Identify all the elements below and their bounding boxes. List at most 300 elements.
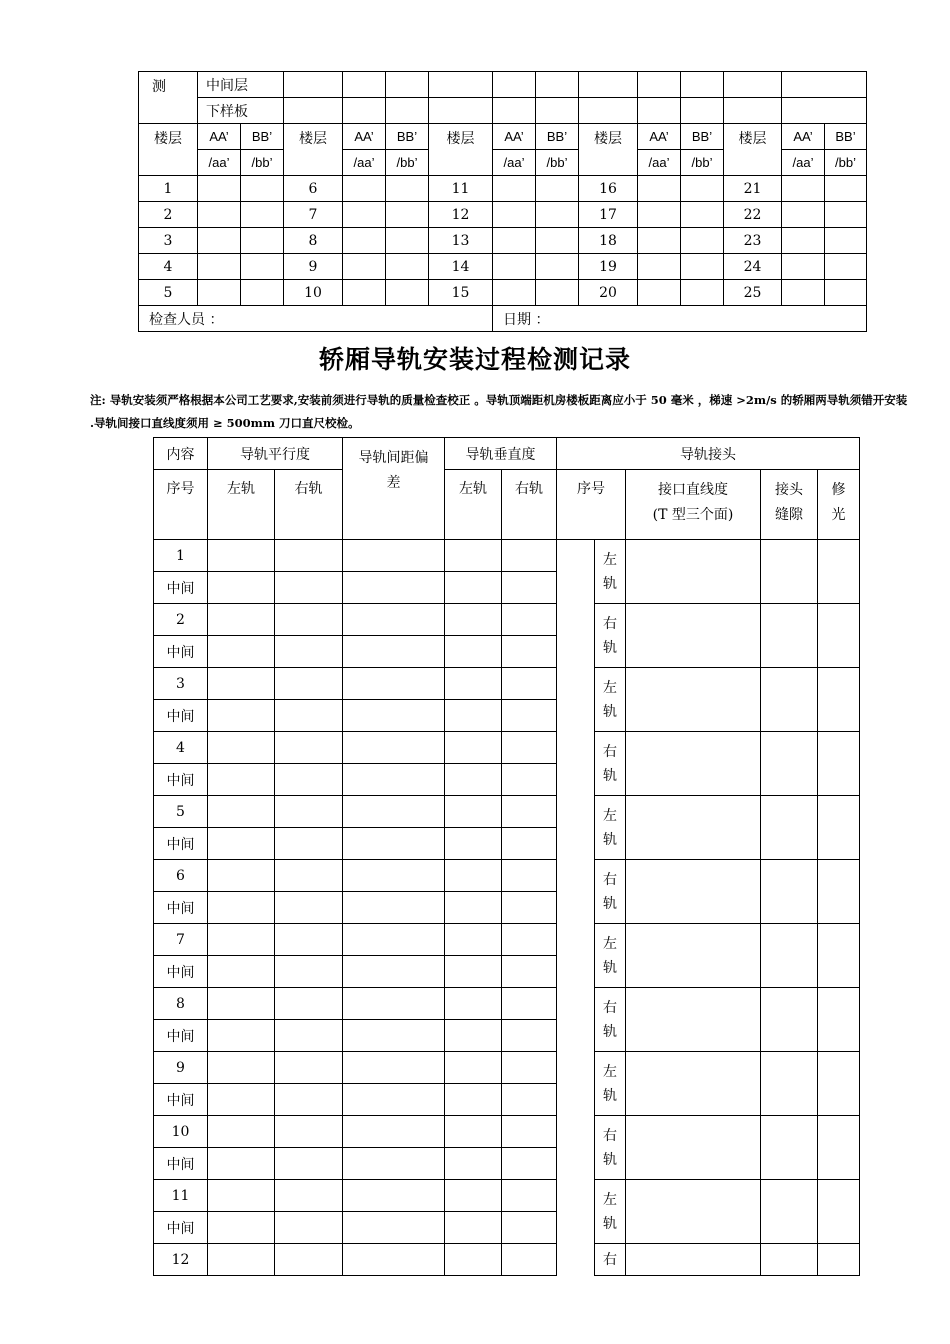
- aa-header: AA’: [493, 124, 536, 150]
- cell[interactable]: [536, 98, 579, 124]
- measure-cell[interactable]: [502, 924, 557, 956]
- floor-number: 21: [724, 176, 782, 202]
- measure-cell[interactable]: [502, 540, 557, 572]
- bb-value-cell[interactable]: [386, 176, 429, 202]
- aa-value-cell[interactable]: [198, 280, 241, 306]
- joint-cell[interactable]: [626, 988, 761, 1052]
- measure-cell[interactable]: [208, 924, 275, 956]
- measure-cell[interactable]: [343, 636, 445, 668]
- measure-cell[interactable]: [343, 1244, 445, 1276]
- joint-cell[interactable]: [761, 1180, 818, 1244]
- measure-cell[interactable]: [445, 764, 502, 796]
- measure-cell[interactable]: [208, 700, 275, 732]
- aa-value-cell[interactable]: [782, 254, 825, 280]
- measure-cell[interactable]: [208, 1116, 275, 1148]
- measure-cell[interactable]: [445, 828, 502, 860]
- cell[interactable]: [429, 98, 493, 124]
- rail-side-label: 左 轨: [595, 796, 626, 860]
- joint-cell[interactable]: [818, 604, 860, 668]
- measure-cell[interactable]: [502, 860, 557, 892]
- measure-cell[interactable]: [275, 1020, 343, 1052]
- floor-number: 18: [579, 228, 638, 254]
- aa-value-cell[interactable]: [782, 176, 825, 202]
- measure-cell[interactable]: [445, 1180, 502, 1212]
- measure-cell[interactable]: [502, 604, 557, 636]
- bb-value-cell[interactable]: [825, 176, 867, 202]
- cell[interactable]: [782, 72, 867, 98]
- measure-cell[interactable]: [343, 956, 445, 988]
- joint-header: 导轨接头: [557, 438, 860, 470]
- measure-cell[interactable]: [502, 732, 557, 764]
- joint-cell[interactable]: [761, 1116, 818, 1180]
- rail-side-label: 左 轨: [595, 1052, 626, 1116]
- bb-value-cell[interactable]: [825, 254, 867, 280]
- aa-header-sub: /aa’: [198, 150, 241, 176]
- rail-side-label: 右 轨: [595, 860, 626, 924]
- measure-cell[interactable]: [445, 1084, 502, 1116]
- joint-cell[interactable]: [818, 732, 860, 796]
- measure-cell[interactable]: [445, 1212, 502, 1244]
- rail-side-label: 右: [595, 1244, 626, 1276]
- floor-number: 13: [429, 228, 493, 254]
- measure-cell[interactable]: [502, 1212, 557, 1244]
- bb-header-sub: /bb’: [681, 150, 724, 176]
- aa-value-cell[interactable]: [493, 202, 536, 228]
- joint-cell[interactable]: [761, 604, 818, 668]
- floor-number: 19: [579, 254, 638, 280]
- floor-number: 9: [284, 254, 343, 280]
- aa-value-cell[interactable]: [343, 254, 386, 280]
- bb-value-cell[interactable]: [681, 202, 724, 228]
- measure-cell[interactable]: [208, 892, 275, 924]
- aa-value-cell[interactable]: [638, 176, 681, 202]
- joint-cell[interactable]: [761, 540, 818, 604]
- bb-value-cell[interactable]: [241, 228, 284, 254]
- measure-cell[interactable]: [502, 1116, 557, 1148]
- measure-cell[interactable]: [502, 892, 557, 924]
- measure-cell[interactable]: [502, 1148, 557, 1180]
- measure-cell[interactable]: [275, 668, 343, 700]
- cell[interactable]: [724, 98, 782, 124]
- measure-cell[interactable]: [208, 572, 275, 604]
- aa-value-cell[interactable]: [343, 202, 386, 228]
- measure-cell[interactable]: [502, 1180, 557, 1212]
- measure-cell[interactable]: [445, 892, 502, 924]
- measure-cell[interactable]: [502, 572, 557, 604]
- bb-value-cell[interactable]: [536, 280, 579, 306]
- joint-cell[interactable]: [626, 860, 761, 924]
- measure-cell[interactable]: [343, 892, 445, 924]
- measure-cell[interactable]: [343, 604, 445, 636]
- cell[interactable]: [724, 72, 782, 98]
- measure-cell[interactable]: [275, 1212, 343, 1244]
- measure-cell[interactable]: [343, 828, 445, 860]
- bb-value-cell[interactable]: [681, 176, 724, 202]
- joint-cell[interactable]: [818, 1116, 860, 1180]
- parallel-left-header: 左轨: [208, 470, 275, 540]
- measure-cell[interactable]: [275, 796, 343, 828]
- floor-number: 11: [429, 176, 493, 202]
- joint-cell[interactable]: [818, 1052, 860, 1116]
- measure-cell[interactable]: [208, 1052, 275, 1084]
- cell[interactable]: [429, 72, 493, 98]
- measure-cell[interactable]: [445, 1148, 502, 1180]
- bb-header: BB’: [386, 124, 429, 150]
- joint-cell[interactable]: [761, 732, 818, 796]
- bb-value-cell[interactable]: [681, 228, 724, 254]
- measure-cell[interactable]: [343, 764, 445, 796]
- cell[interactable]: [386, 98, 429, 124]
- joint-cell[interactable]: [761, 1244, 818, 1276]
- row-number: 2: [154, 604, 208, 636]
- row-number: 4: [154, 732, 208, 764]
- measure-cell[interactable]: [343, 668, 445, 700]
- joint-cell[interactable]: [818, 988, 860, 1052]
- measure-cell[interactable]: [343, 1212, 445, 1244]
- measure-cell[interactable]: [502, 700, 557, 732]
- measure-cell[interactable]: [445, 956, 502, 988]
- joint-cell[interactable]: [761, 1052, 818, 1116]
- aa-value-cell[interactable]: [782, 280, 825, 306]
- bb-header: BB’: [241, 124, 284, 150]
- measure-cell[interactable]: [275, 636, 343, 668]
- measure-cell[interactable]: [502, 988, 557, 1020]
- measure-cell[interactable]: [445, 1052, 502, 1084]
- measure-cell[interactable]: [445, 636, 502, 668]
- joint-seq-cell[interactable]: [557, 860, 595, 924]
- floor-header: 楼层: [724, 124, 782, 176]
- aa-value-cell[interactable]: [343, 176, 386, 202]
- measure-cell[interactable]: [208, 828, 275, 860]
- measure-cell[interactable]: [208, 1212, 275, 1244]
- measure-cell[interactable]: [343, 540, 445, 572]
- measure-cell[interactable]: [343, 1148, 445, 1180]
- bb-value-cell[interactable]: [536, 176, 579, 202]
- measure-cell[interactable]: [343, 1180, 445, 1212]
- measure-cell[interactable]: [502, 828, 557, 860]
- measure-cell[interactable]: [208, 604, 275, 636]
- joint-cell[interactable]: [626, 668, 761, 732]
- bb-value-cell[interactable]: [536, 202, 579, 228]
- cell[interactable]: [343, 72, 386, 98]
- bb-value-cell[interactable]: [386, 280, 429, 306]
- aa-value-cell[interactable]: [782, 202, 825, 228]
- bb-value-cell[interactable]: [681, 254, 724, 280]
- bb-header-sub: /bb’: [386, 150, 429, 176]
- joint-cell[interactable]: [626, 1244, 761, 1276]
- cell[interactable]: [579, 72, 638, 98]
- bb-value-cell[interactable]: [825, 202, 867, 228]
- joint-seq-cell[interactable]: [557, 924, 595, 988]
- joint-cell[interactable]: [761, 796, 818, 860]
- middle-label: 中间: [154, 1148, 208, 1180]
- floor-header: 楼层: [139, 124, 198, 176]
- joint-seq-cell[interactable]: [557, 604, 595, 668]
- measure-cell[interactable]: [275, 1116, 343, 1148]
- measure-cell[interactable]: [343, 1020, 445, 1052]
- aa-header-sub: /aa’: [493, 150, 536, 176]
- measure-cell[interactable]: [275, 764, 343, 796]
- joint-cell[interactable]: [761, 988, 818, 1052]
- middle-label: 中间: [154, 828, 208, 860]
- gap-deviation-header: 导轨间距偏 差: [343, 438, 445, 540]
- joint-cell[interactable]: [626, 1116, 761, 1180]
- measure-cell[interactable]: [343, 924, 445, 956]
- cell[interactable]: [386, 72, 429, 98]
- measure-cell[interactable]: [208, 540, 275, 572]
- row-number: 10: [154, 1116, 208, 1148]
- bb-value-cell[interactable]: [241, 254, 284, 280]
- measure-cell[interactable]: [343, 1116, 445, 1148]
- cell[interactable]: [681, 98, 724, 124]
- joint-cell[interactable]: [626, 924, 761, 988]
- aa-value-cell[interactable]: [638, 254, 681, 280]
- floor-number: 20: [579, 280, 638, 306]
- joint-cell[interactable]: [626, 1052, 761, 1116]
- cell[interactable]: [493, 98, 536, 124]
- floor-header: 楼层: [579, 124, 638, 176]
- middle-label: 中间: [154, 1212, 208, 1244]
- measure-cell[interactable]: [275, 604, 343, 636]
- floor-number: 1: [139, 176, 198, 202]
- measure-cell[interactable]: [275, 988, 343, 1020]
- measure-cell[interactable]: [343, 1052, 445, 1084]
- middle-label: 中间: [154, 1084, 208, 1116]
- measure-cell[interactable]: [502, 1020, 557, 1052]
- measure-cell[interactable]: [275, 1148, 343, 1180]
- measure-cell[interactable]: [445, 1244, 502, 1276]
- bottom-template-label: 下样板: [198, 98, 284, 124]
- aa-value-cell[interactable]: [198, 254, 241, 280]
- measure-cell[interactable]: [445, 540, 502, 572]
- measure-cell[interactable]: [343, 988, 445, 1020]
- rail-side-label: 左 轨: [595, 1180, 626, 1244]
- joint-cell[interactable]: [818, 1244, 860, 1276]
- measure-cell[interactable]: [208, 1084, 275, 1116]
- joint-cell[interactable]: [626, 1180, 761, 1244]
- measure-cell[interactable]: [275, 924, 343, 956]
- measure-cell[interactable]: [445, 668, 502, 700]
- measure-cell[interactable]: [275, 1244, 343, 1276]
- measure-cell[interactable]: [343, 732, 445, 764]
- vertical-left-header: 左轨: [445, 470, 502, 540]
- measure-cell[interactable]: [445, 796, 502, 828]
- measure-cell[interactable]: [208, 764, 275, 796]
- measure-cell[interactable]: [275, 1084, 343, 1116]
- measure-cell[interactable]: [208, 796, 275, 828]
- date-field[interactable]: 日期 ：: [493, 306, 867, 332]
- floor-number: 7: [284, 202, 343, 228]
- measure-cell[interactable]: [502, 764, 557, 796]
- joint-cell[interactable]: [818, 924, 860, 988]
- measure-cell[interactable]: [208, 732, 275, 764]
- bb-value-cell[interactable]: [681, 280, 724, 306]
- measure-cell[interactable]: [208, 860, 275, 892]
- content-header: 内容: [154, 438, 208, 470]
- joint-cell[interactable]: [761, 860, 818, 924]
- cell[interactable]: [343, 98, 386, 124]
- inspector-field[interactable]: 检查人员 ：: [139, 306, 493, 332]
- measure-cell[interactable]: [502, 668, 557, 700]
- cell[interactable]: [536, 72, 579, 98]
- middle-label: 中间: [154, 700, 208, 732]
- aa-header-sub: /aa’: [782, 150, 825, 176]
- measure-cell[interactable]: [208, 988, 275, 1020]
- aa-value-cell[interactable]: [343, 228, 386, 254]
- aa-value-cell[interactable]: [493, 280, 536, 306]
- measure-cell[interactable]: [275, 572, 343, 604]
- measure-cell[interactable]: [445, 572, 502, 604]
- joint-seq-cell[interactable]: [557, 988, 595, 1052]
- floor-number: 12: [429, 202, 493, 228]
- measure-cell[interactable]: [275, 540, 343, 572]
- aa-value-cell[interactable]: [198, 176, 241, 202]
- rail-side-label: 左 轨: [595, 924, 626, 988]
- joint-seq-cell[interactable]: [557, 1116, 595, 1180]
- measure-cell[interactable]: [343, 572, 445, 604]
- measure-cell[interactable]: [208, 668, 275, 700]
- joint-cell[interactable]: [818, 860, 860, 924]
- measure-cell[interactable]: [502, 796, 557, 828]
- row-number: 8: [154, 988, 208, 1020]
- cell[interactable]: [681, 72, 724, 98]
- measure-cell[interactable]: [208, 956, 275, 988]
- rail-side-label: 左 轨: [595, 668, 626, 732]
- cell[interactable]: [284, 72, 343, 98]
- floor-number: 15: [429, 280, 493, 306]
- measure-cell[interactable]: [208, 636, 275, 668]
- joint-seq-cell[interactable]: [557, 668, 595, 732]
- measure-cell[interactable]: [343, 860, 445, 892]
- row-number: 9: [154, 1052, 208, 1084]
- bb-value-cell[interactable]: [386, 228, 429, 254]
- aa-value-cell[interactable]: [638, 280, 681, 306]
- measure-cell[interactable]: [275, 732, 343, 764]
- measure-cell[interactable]: [275, 828, 343, 860]
- floor-header: 楼层: [429, 124, 493, 176]
- joint-seq-cell[interactable]: [557, 796, 595, 860]
- measure-cell[interactable]: [343, 796, 445, 828]
- measure-cell[interactable]: [275, 892, 343, 924]
- bb-value-cell[interactable]: [825, 280, 867, 306]
- measure-cell[interactable]: [445, 924, 502, 956]
- floor-number: 17: [579, 202, 638, 228]
- cell[interactable]: [638, 72, 681, 98]
- aa-value-cell[interactable]: [343, 280, 386, 306]
- bb-value-cell[interactable]: [241, 280, 284, 306]
- vertical-header: 导轨垂直度: [445, 438, 557, 470]
- aa-value-cell[interactable]: [638, 202, 681, 228]
- measure-cell[interactable]: [208, 1148, 275, 1180]
- aa-value-cell[interactable]: [198, 202, 241, 228]
- cell[interactable]: [284, 98, 343, 124]
- measure-cell[interactable]: [445, 604, 502, 636]
- aa-header-sub: /aa’: [343, 150, 386, 176]
- joint-cell[interactable]: [626, 540, 761, 604]
- measure-cell[interactable]: [275, 1052, 343, 1084]
- floor-number: 10: [284, 280, 343, 306]
- measure-cell[interactable]: [445, 860, 502, 892]
- measure-cell[interactable]: [502, 1244, 557, 1276]
- bb-value-cell[interactable]: [536, 228, 579, 254]
- measure-cell[interactable]: [502, 1084, 557, 1116]
- page-title: 轿厢导轨安装过程检测记录: [318, 345, 631, 374]
- measure-cell[interactable]: [445, 1020, 502, 1052]
- row-number: 3: [154, 668, 208, 700]
- cell[interactable]: [638, 98, 681, 124]
- measure-cell[interactable]: [343, 1084, 445, 1116]
- measure-cell[interactable]: [208, 1020, 275, 1052]
- rail-inspection-table: [153, 437, 860, 1276]
- joint-cell[interactable]: [818, 1180, 860, 1244]
- measure-cell[interactable]: [275, 700, 343, 732]
- middle-label: 中间: [154, 636, 208, 668]
- parallel-header: 导轨平行度: [208, 438, 343, 470]
- aa-value-cell[interactable]: [493, 254, 536, 280]
- aa-value-cell[interactable]: [638, 228, 681, 254]
- middle-label: 中间: [154, 1020, 208, 1052]
- measure-cell[interactable]: [445, 732, 502, 764]
- bb-value-cell[interactable]: [386, 254, 429, 280]
- bb-value-cell[interactable]: [386, 202, 429, 228]
- floor-number: 22: [724, 202, 782, 228]
- bb-value-cell[interactable]: [825, 228, 867, 254]
- joint-cell[interactable]: [818, 796, 860, 860]
- measure-cell[interactable]: [502, 636, 557, 668]
- joint-cell[interactable]: [626, 732, 761, 796]
- measure-cell[interactable]: [275, 1180, 343, 1212]
- vertical-right-header: 右轨: [502, 470, 557, 540]
- joint-cell[interactable]: [818, 540, 860, 604]
- floor-number: 8: [284, 228, 343, 254]
- cell[interactable]: [493, 72, 536, 98]
- bb-value-cell[interactable]: [241, 202, 284, 228]
- joint-cell[interactable]: [761, 668, 818, 732]
- measure-cell[interactable]: [502, 1052, 557, 1084]
- joint-cell[interactable]: [626, 604, 761, 668]
- rail-side-label: 右 轨: [595, 732, 626, 796]
- aa-value-cell[interactable]: [782, 228, 825, 254]
- aa-value-cell[interactable]: [493, 228, 536, 254]
- measure-cell[interactable]: [445, 700, 502, 732]
- measure-cell[interactable]: [275, 956, 343, 988]
- measure-cell[interactable]: [445, 988, 502, 1020]
- joint-cell[interactable]: [626, 796, 761, 860]
- measure-cell[interactable]: [208, 1180, 275, 1212]
- measure-cell[interactable]: [502, 956, 557, 988]
- joint-cell[interactable]: [818, 668, 860, 732]
- joint-cell[interactable]: [761, 924, 818, 988]
- floor-number: 24: [724, 254, 782, 280]
- joint-seq-cell[interactable]: [557, 1180, 595, 1244]
- joint-seq-cell[interactable]: [557, 540, 595, 604]
- rail-side-label: 右 轨: [595, 1116, 626, 1180]
- measure-cell[interactable]: [275, 860, 343, 892]
- measure-cell[interactable]: [208, 1244, 275, 1276]
- bb-value-cell[interactable]: [241, 176, 284, 202]
- joint-seq-cell[interactable]: [557, 732, 595, 796]
- aa-value-cell[interactable]: [198, 228, 241, 254]
- joint-seq-cell[interactable]: [557, 1052, 595, 1116]
- aa-value-cell[interactable]: [493, 176, 536, 202]
- floor-number: 6: [284, 176, 343, 202]
- measure-cell[interactable]: [343, 700, 445, 732]
- bb-value-cell[interactable]: [536, 254, 579, 280]
- cell[interactable]: [579, 98, 638, 124]
- measure-cell[interactable]: [445, 1116, 502, 1148]
- joint-seq-cell[interactable]: [557, 1244, 595, 1276]
- cell[interactable]: [782, 98, 867, 124]
